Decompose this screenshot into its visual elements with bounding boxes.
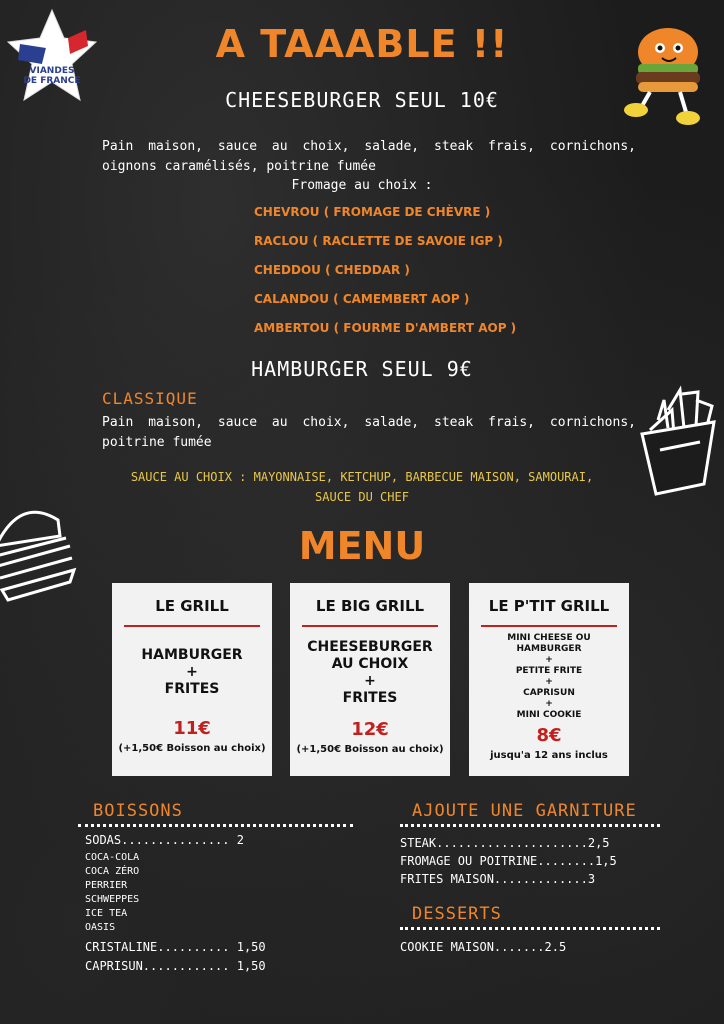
menu-line: FRITES bbox=[342, 690, 398, 706]
menu-note: (+1,50€ Boisson au choix) bbox=[118, 743, 266, 754]
menu-line: MINI COOKIE bbox=[516, 710, 582, 720]
menu-note: jusqu'a 12 ans inclus bbox=[490, 750, 608, 761]
dessert-item: COOKIE MAISON.......2.5 bbox=[400, 940, 567, 954]
menu-line: MINI CHEESE OU bbox=[507, 633, 591, 643]
menu-card-le-big-grill bbox=[290, 583, 450, 776]
menu-line: + bbox=[545, 677, 553, 687]
menu-line: + bbox=[186, 664, 198, 680]
menu-line: FRITES bbox=[164, 681, 220, 697]
classique-heading: CLASSIQUE bbox=[102, 389, 198, 408]
dotted-divider bbox=[400, 927, 660, 930]
garniture-item: STEAK.....................2,5 bbox=[400, 836, 610, 850]
menu-line: HAMBURGER bbox=[516, 644, 582, 654]
sodas-row: SODAS............... 2 bbox=[85, 833, 244, 847]
menu-line: HAMBURGER bbox=[141, 647, 243, 663]
cheese-item: AMBERTOU ( FOURME D'AMBERT AOP ) bbox=[254, 321, 517, 335]
divider bbox=[124, 625, 260, 627]
cheeseburger-description: Pain maison, sauce au choix, salade, steak frais, cornichons, oignons caramélisés, poitrine fumée bbox=[102, 139, 636, 174]
dotted-divider bbox=[78, 824, 353, 827]
cheese-item: CALANDOU ( CAMEMBERT AOP ) bbox=[254, 292, 470, 306]
sauce-line: SAUCE DU CHEF bbox=[315, 490, 409, 504]
soda-item: OASIS bbox=[85, 922, 116, 933]
menu-card-title: LE P'TIT GRILL bbox=[488, 597, 610, 615]
garniture-item: FRITES MAISON.............3 bbox=[400, 872, 596, 886]
menu-card-le-ptit-grill bbox=[469, 583, 629, 776]
menu-line: CHEESEBURGER bbox=[307, 639, 433, 655]
cheeseburger-heading: CHEESEBURGER SEUL 10€ bbox=[225, 88, 499, 112]
menu-price: 11€ bbox=[173, 718, 211, 739]
menu-price: 8€ bbox=[536, 725, 562, 746]
menu-card-title: LE BIG GRILL bbox=[315, 597, 425, 615]
caprisun-row: CAPRISUN............ 1,50 bbox=[85, 959, 266, 973]
cheese-item: CHEDDOU ( CHEDDAR ) bbox=[254, 263, 410, 277]
soda-item: PERRIER bbox=[85, 880, 128, 891]
hamburger-description: Pain maison, sauce au choix, salade, steak frais, cornichons, poitrine fumée bbox=[102, 415, 636, 450]
garniture-item: FROMAGE OU POITRINE........1,5 bbox=[400, 854, 617, 868]
sauce-line: SAUCE AU CHOIX : MAYONNAISE, KETCHUP, BARBECUE MAISON, SAMOURAI, bbox=[130, 470, 594, 484]
menu-card-title: LE GRILL bbox=[155, 597, 229, 615]
soda-item: SCHWEPPES bbox=[85, 894, 140, 905]
fromage-label: Fromage au choix : bbox=[291, 178, 433, 193]
menu-price: 12€ bbox=[351, 719, 389, 740]
soda-item: ICE TEA bbox=[85, 908, 128, 919]
menu-line: CAPRISUN bbox=[523, 688, 575, 698]
garniture-heading: AJOUTE UNE GARNITURE bbox=[412, 801, 637, 821]
menu-line: + bbox=[545, 699, 553, 709]
menu-note: (+1,50€ Boisson au choix) bbox=[296, 744, 444, 755]
menu-line: + bbox=[364, 673, 376, 689]
hamburger-heading: HAMBURGER SEUL 9€ bbox=[251, 357, 473, 381]
desserts-heading: DESSERTS bbox=[412, 904, 502, 924]
cheese-item: CHEVROU ( FROMAGE DE CHÈVRE ) bbox=[254, 205, 491, 219]
badge-text: VIANDES DE FRANCE bbox=[23, 66, 81, 86]
page-title: A TAAABLE !! bbox=[215, 22, 509, 66]
soda-item: COCA ZÉRO bbox=[85, 866, 140, 877]
cheese-item: RACLOU ( RACLETTE DE SAVOIE IGP ) bbox=[254, 234, 503, 248]
cristaline-row: CRISTALINE.......... 1,50 bbox=[85, 940, 266, 954]
menu-line: PETITE FRITE bbox=[515, 666, 583, 676]
divider bbox=[481, 625, 617, 627]
fries-icon bbox=[638, 380, 718, 500]
menu-line: + bbox=[545, 655, 553, 665]
menu-card-le-grill bbox=[112, 583, 272, 776]
dotted-divider bbox=[400, 824, 660, 827]
menu-line: AU CHOIX bbox=[331, 656, 409, 672]
boissons-heading: BOISSONS bbox=[93, 801, 183, 821]
soda-item: COCA-COLA bbox=[85, 852, 140, 863]
divider bbox=[302, 625, 438, 627]
menu-title: MENU bbox=[298, 524, 426, 568]
